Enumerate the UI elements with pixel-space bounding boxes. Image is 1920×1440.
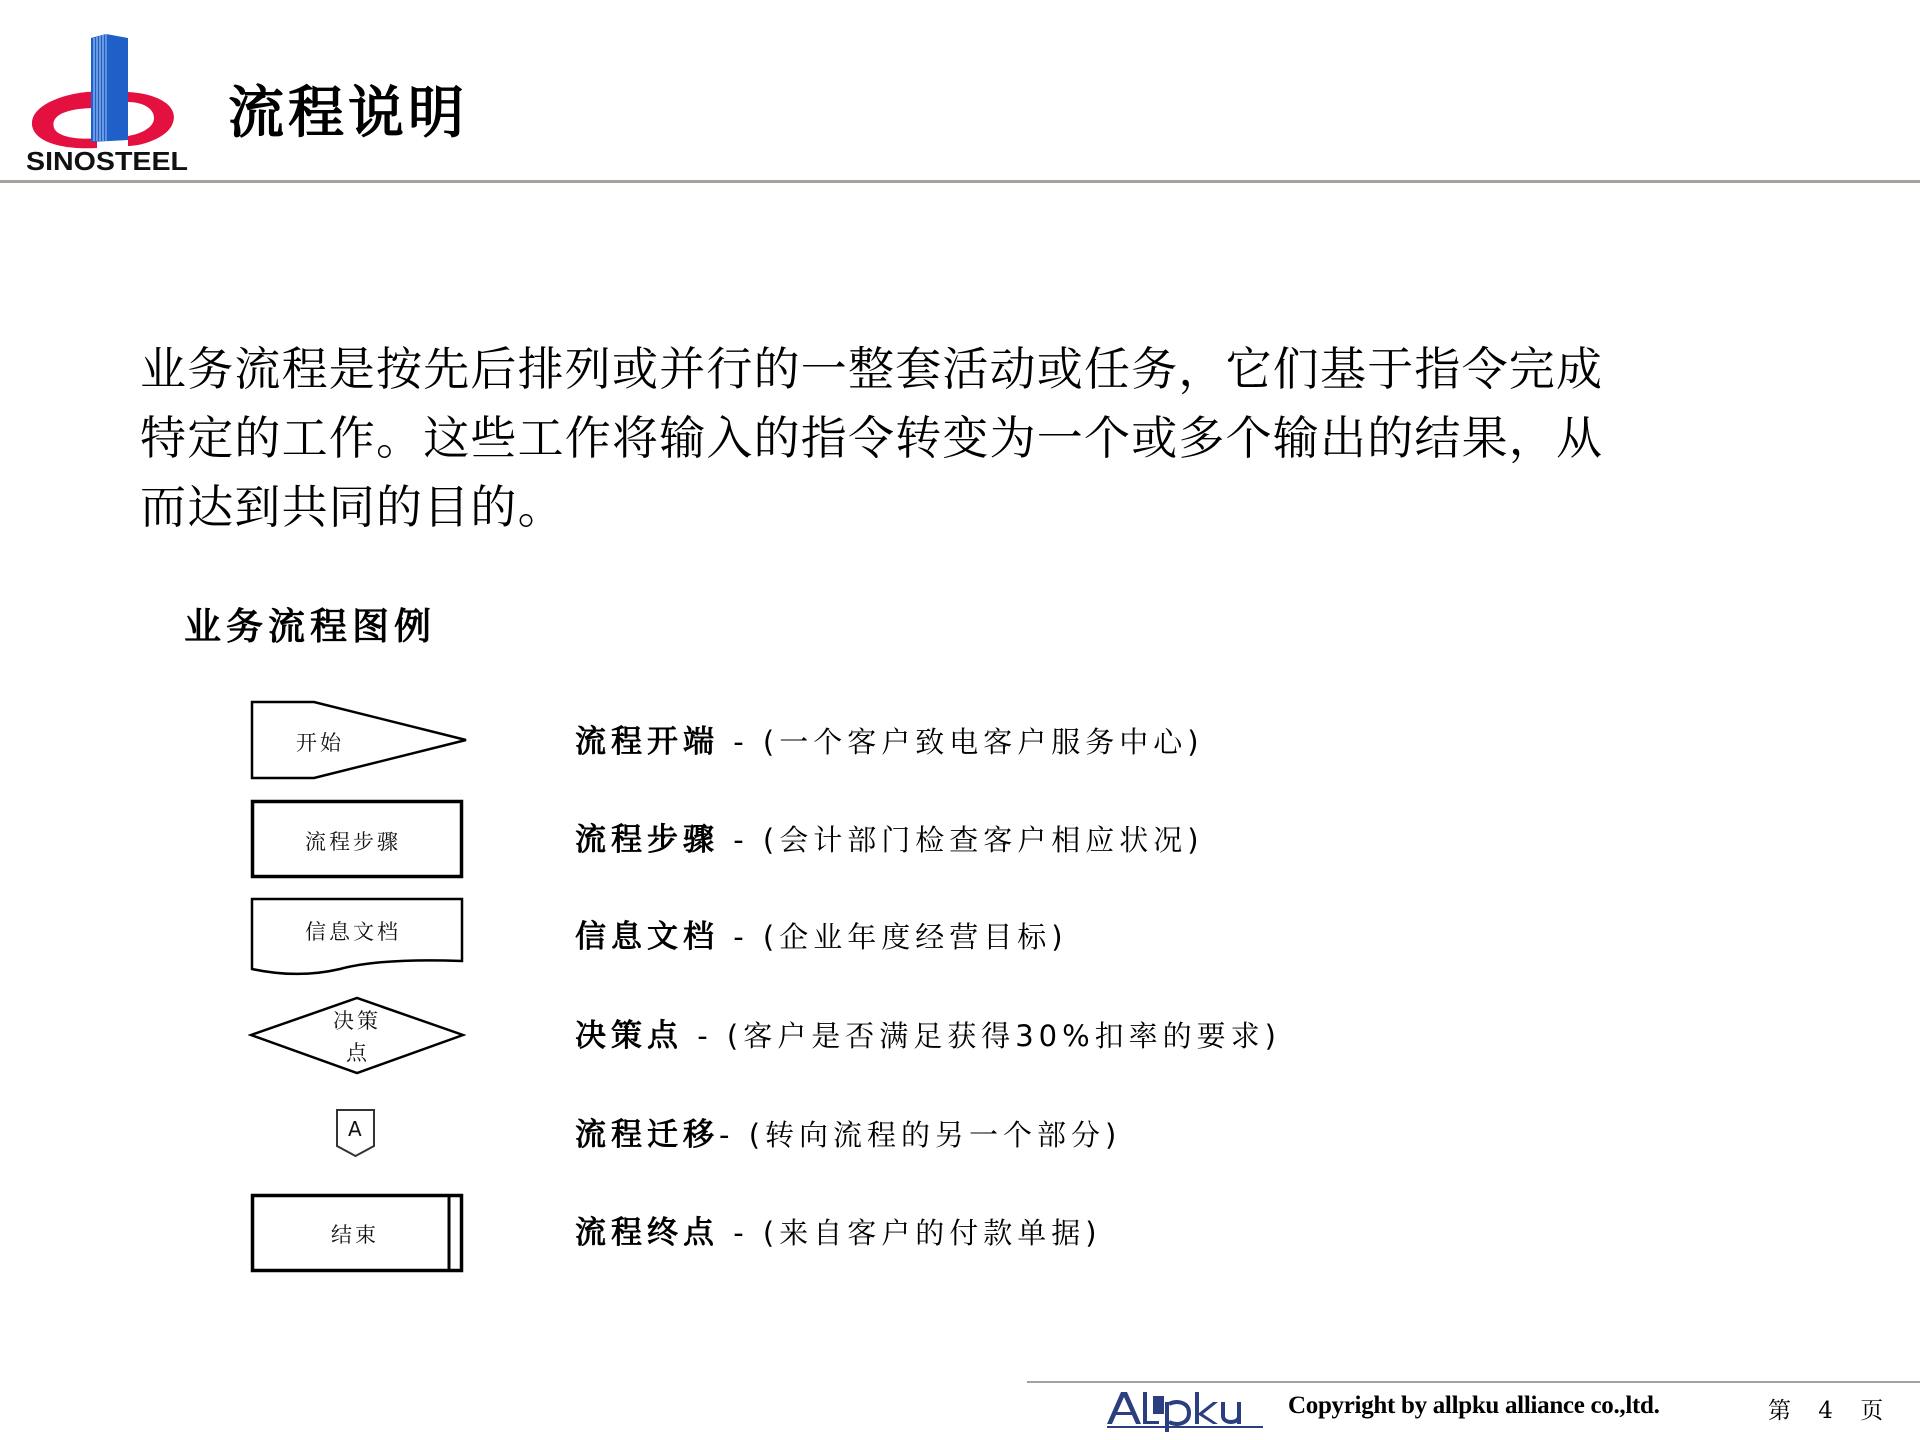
legend-term: 流程迁移 (575, 1117, 719, 1153)
legend-description: (一个客户致电客户服务中心) (762, 725, 1204, 759)
decision-shape-label-2: 点 (346, 1041, 370, 1065)
legend-term: 流程开端 (575, 724, 719, 760)
legend-row-connector (575, 1115, 1121, 1155)
header-divider (0, 180, 1920, 183)
legend-description: (企业年度经营目标) (762, 920, 1068, 954)
legend-row-decision (575, 1016, 1281, 1056)
paragraph-line: 业务流程是按先后排列或并行的一整套活动或任务，它们基于指令完成 (140, 342, 1604, 396)
page-title: 流程说明 (228, 80, 468, 146)
start-shape-label: 开始 (296, 731, 344, 755)
legend-term: 信息文档 (575, 919, 719, 955)
legend-row-document (575, 917, 1068, 957)
paragraph-line: 而达到共同的目的。 (140, 480, 565, 534)
legend-heading: 业务流程图例 (184, 604, 436, 648)
legend-description: (会计部门检查客户相应状况) (762, 823, 1204, 857)
sinosteel-logo-icon (22, 30, 192, 175)
legend-separator: - (719, 725, 763, 759)
copyright-text: Copyright by allpku alliance co.,ltd. (1288, 1392, 1660, 1419)
paragraph-line: 特定的工作。这些工作将输入的指令转变为一个或多个输出的结果，从 (140, 411, 1604, 465)
connector-shape-label: A (348, 1117, 362, 1141)
legend-row-process (575, 820, 1204, 860)
legend-separator: - (683, 1019, 727, 1053)
legend-separator: - (719, 1216, 763, 1250)
legend-description: (来自客户的付款单据) (762, 1216, 1102, 1250)
legend-row-end (575, 1213, 1102, 1253)
decision-shape-label-1: 决策 (333, 1009, 381, 1033)
description-paragraph (140, 335, 1640, 542)
legend-term: 流程步骤 (575, 822, 719, 858)
legend-term: 流程终点 (575, 1215, 719, 1251)
allpku-logo-icon (1105, 1388, 1265, 1434)
end-shape-label: 结束 (331, 1223, 379, 1247)
page-number: 第 4 页 (1768, 1398, 1894, 1424)
legend-description: (客户是否满足获得30%扣率的要求) (726, 1019, 1281, 1053)
start-shape-icon (250, 700, 470, 782)
legend-separator: - (719, 1118, 749, 1152)
svg-text:SINOSTEEL: SINOSTEEL (26, 146, 189, 175)
process-shape-label: 流程步骤 (305, 830, 401, 854)
legend-term: 决策点 (575, 1018, 683, 1054)
sinosteel-logo (22, 30, 192, 175)
legend-description: (转向流程的另一个部分) (748, 1118, 1122, 1152)
document-shape-label: 信息文档 (305, 920, 401, 944)
allpku-logo (1105, 1388, 1265, 1434)
legend-row-start (575, 722, 1204, 762)
footer-divider (1027, 1381, 1920, 1383)
legend-separator: - (719, 823, 763, 857)
legend-separator: - (719, 920, 763, 954)
